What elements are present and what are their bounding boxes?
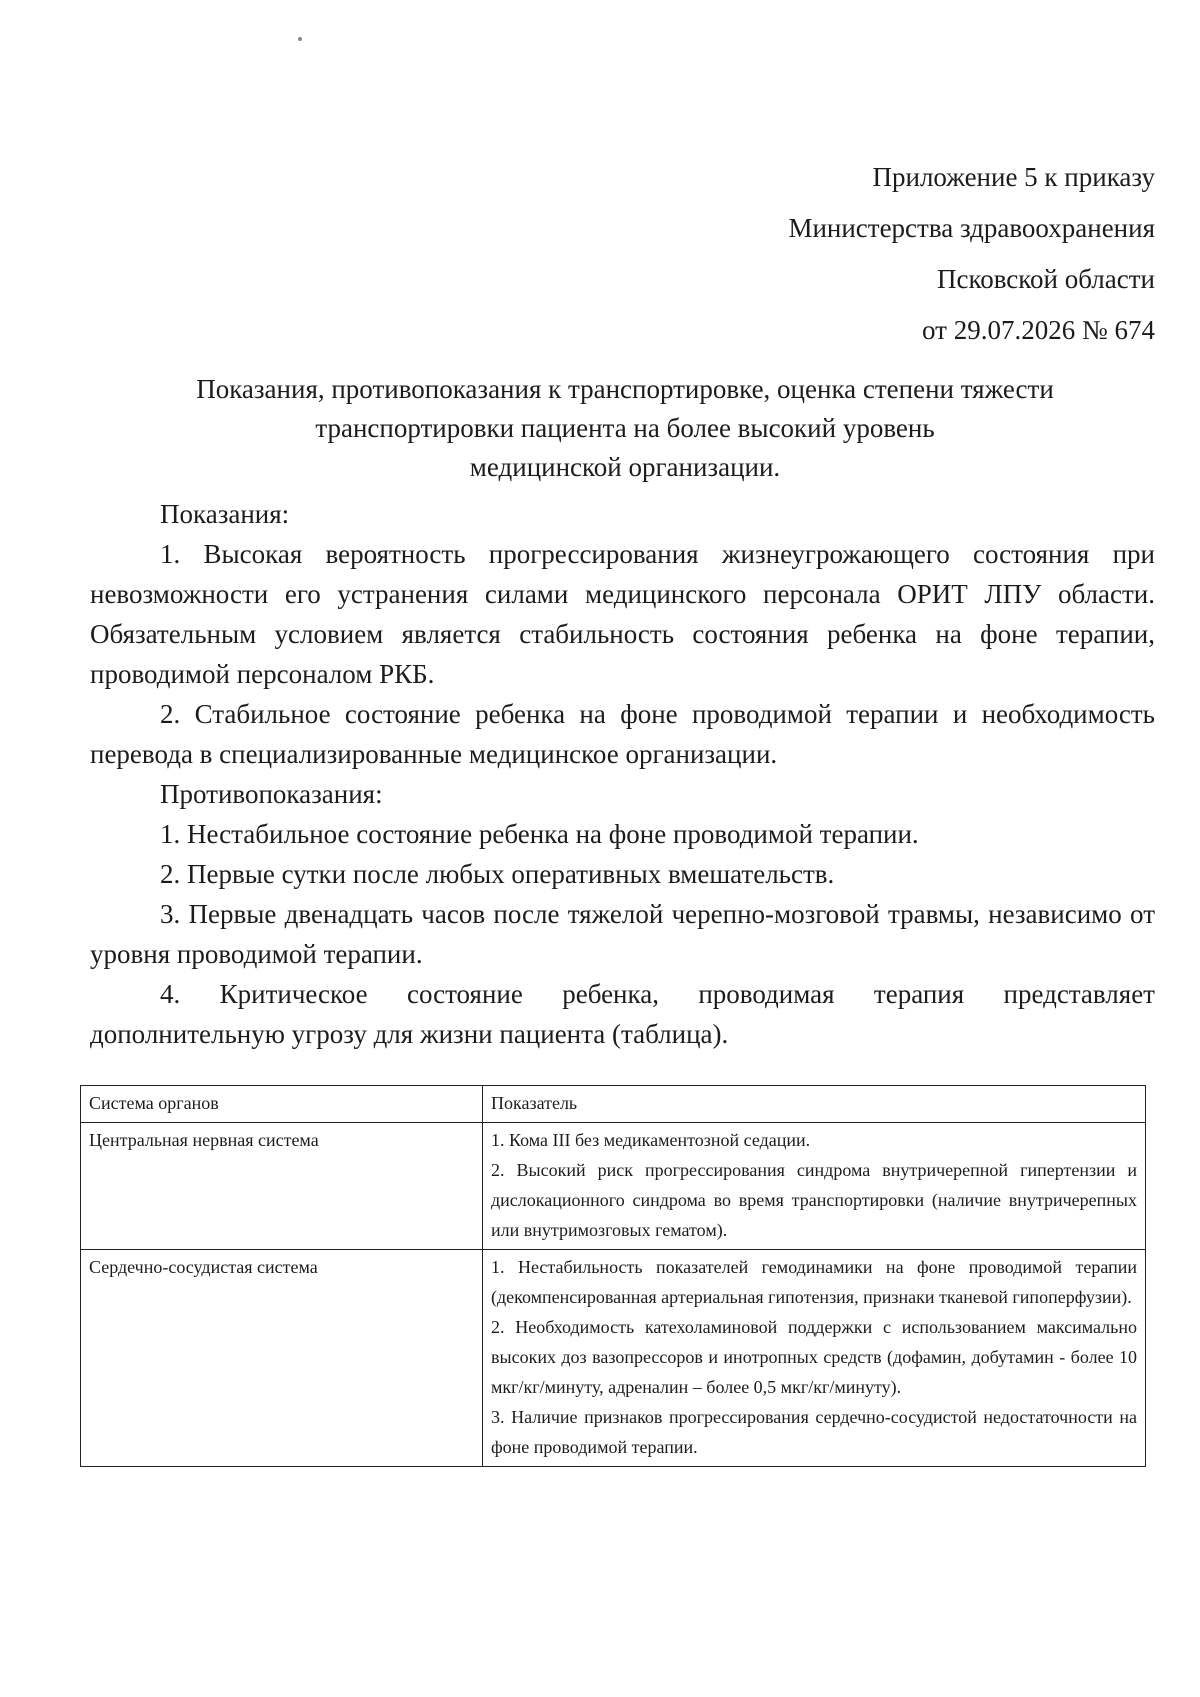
indicator-cell xyxy=(483,1123,1146,1250)
indications-heading: Показания: xyxy=(160,499,290,529)
table-header-row xyxy=(81,1086,1146,1123)
appendix-line: Приложение 5 к приказу xyxy=(872,162,1155,192)
document-body xyxy=(90,494,1155,1054)
organ-system-cell: Сердечно-сосудистая система xyxy=(81,1250,483,1467)
scan-speck xyxy=(298,37,302,41)
appendix-header xyxy=(788,152,1155,356)
indicator-item: 3. Наличие признаков прогрессирования сердечно-сосудистой недостаточности на фоне проводимой терапии. xyxy=(491,1407,1137,1457)
indicator-item: 1. Кома III без медикаментозной седации. xyxy=(491,1130,811,1150)
title-line: Показания, противопоказания к транспортировке, оценка степени тяжести xyxy=(196,374,1054,404)
organ-systems-table xyxy=(80,1085,1146,1467)
table-row xyxy=(81,1250,1146,1467)
contraindication-item: 1. Нестабильное состояние ребенка на фоне проводимой терапии. xyxy=(160,819,919,849)
order-date-line: от 29.07.2026 № 674 xyxy=(922,315,1155,345)
table-row xyxy=(81,1123,1146,1250)
indication-item: 1. Высокая вероятность прогрессирования жизнеугрожающего состояния при невозможности его устранения силами медицинского персонала ОРИТ ЛПУ области. Обязательным условием является стабильность состояния ребенка на фоне терапии, проводимой персоналом РКБ. xyxy=(90,539,1155,689)
title-line: транспортировки пациента на более высокий уровень xyxy=(315,413,935,443)
indicator-item: 1. Нестабильность показателей гемодинамики на фоне проводимой терапии (декомпенсированная артериальная гипотензия, признаки тканевой гипоперфузии). xyxy=(491,1257,1137,1307)
column-header-system: Система органов xyxy=(81,1086,483,1123)
column-header-indicator: Показатель xyxy=(483,1086,1146,1123)
title-line: медицинской организации. xyxy=(469,452,781,482)
indication-item: 2. Стабильное состояние ребенка на фоне проводимой терапии и необходимость перевода в специализированные медицинское организации. xyxy=(90,699,1155,769)
contraindication-item: 3. Первые двенадцать часов после тяжелой черепно-мозговой травмы, независимо от уровня проводимой терапии. xyxy=(90,899,1155,969)
ministry-line: Министерства здравоохранения xyxy=(788,213,1155,243)
contraindication-item: 4. Критическое состояние ребенка, проводимая терапия представляет дополнительную угрозу для жизни пациента (таблица). xyxy=(90,979,1155,1049)
region-line: Псковской области xyxy=(936,264,1155,294)
organ-system-cell: Центральная нервная система xyxy=(81,1123,483,1250)
indicator-cell xyxy=(483,1250,1146,1467)
document-title xyxy=(90,370,1160,487)
indicator-item: 2. Необходимость катехоламиновой поддержки с использованием максимально высоких доз вазопрессоров и инотропных средств (дофамин, добутамин - более 10 мкг/кг/минуту, адреналин – более 0,5 мкг/кг/минуту). xyxy=(491,1317,1137,1397)
indicator-item: 2. Высокий риск прогрессирования синдрома внутричерепной гипертензии и дислокационного синдрома во время транспортировки (наличие внутричерепных или внутримозговых гематом). xyxy=(491,1160,1137,1240)
contraindications-heading: Противопоказания: xyxy=(160,779,383,809)
contraindication-item: 2. Первые сутки после любых оперативных вмешательств. xyxy=(160,859,835,889)
